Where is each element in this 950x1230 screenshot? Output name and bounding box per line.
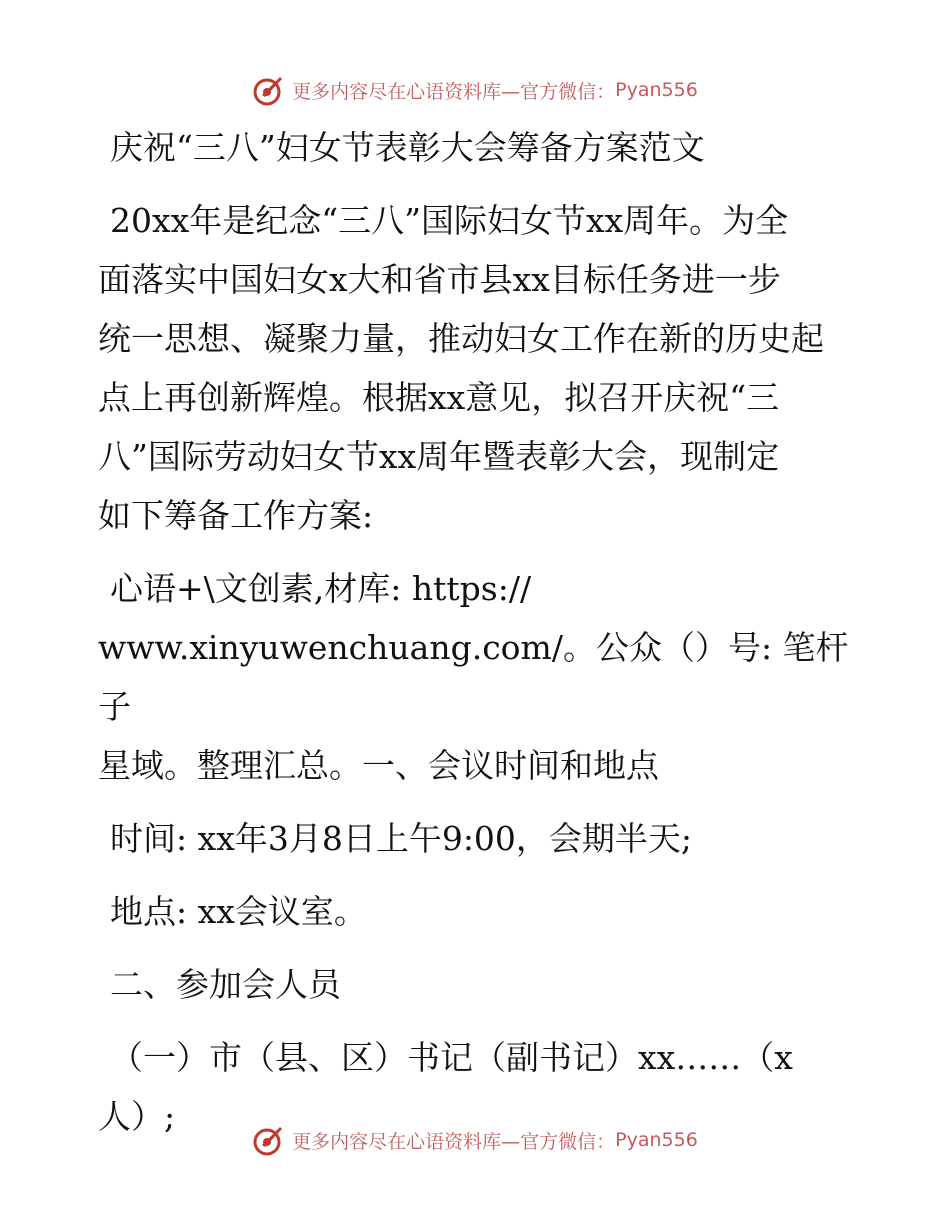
header-banner-wechat: Pyan556 (615, 79, 698, 101)
intro-line: 面落实中国妇女x大和省市县xx目标任务进一步 (98, 260, 781, 299)
document-body (98, 118, 858, 1160)
source-line: 星域。整理汇总。一、会议时间和地点 (98, 746, 659, 785)
intro-line: 统一思想、凝聚力量，推动妇女工作在新的历史起 (98, 319, 824, 358)
intro-line: 八”国际劳动妇女节xx周年暨表彰大会，现制定 (98, 437, 780, 476)
attendee-line: （一）市（县、区）书记（副书记）xx……（x (110, 1038, 793, 1077)
source-line: 心语+\文创素,材库: https:// (110, 569, 532, 608)
quill-logo-icon (252, 1123, 286, 1157)
document-title: 庆祝“三八”妇女节表彰大会筹备方案范文 (110, 128, 705, 167)
meeting-time: 时间: xx年3月8日上午9:00，会期半天; (110, 819, 693, 858)
intro-line: 点上再创新辉煌。根据xx意见，拟召开庆祝“三 (98, 378, 780, 417)
quill-logo-icon (252, 73, 286, 107)
intro-line: 20xx年是纪念“三八”国际妇女节xx周年。为全 (110, 201, 789, 240)
footer-banner-text: 更多内容尽在心语资料库—官方微信： (292, 1130, 616, 1153)
meeting-place: 地点: xx会议室。 (110, 892, 367, 931)
header-banner (0, 70, 950, 110)
source-line: www.xinyuwenchuang.com/。公众（）号: 笔杆子 (98, 628, 849, 726)
footer-banner-wechat: Pyan556 (615, 1129, 698, 1151)
intro-paragraph (98, 191, 858, 545)
attendee-line: 人）; (98, 1097, 176, 1136)
header-banner-text: 更多内容尽在心语资料库—官方微信： (292, 80, 616, 103)
source-paragraph (98, 559, 858, 795)
section-heading-attendees: 二、参加会人员 (110, 965, 341, 1004)
intro-line: 如下筹备工作方案: (98, 496, 374, 535)
footer-banner (0, 1120, 950, 1160)
